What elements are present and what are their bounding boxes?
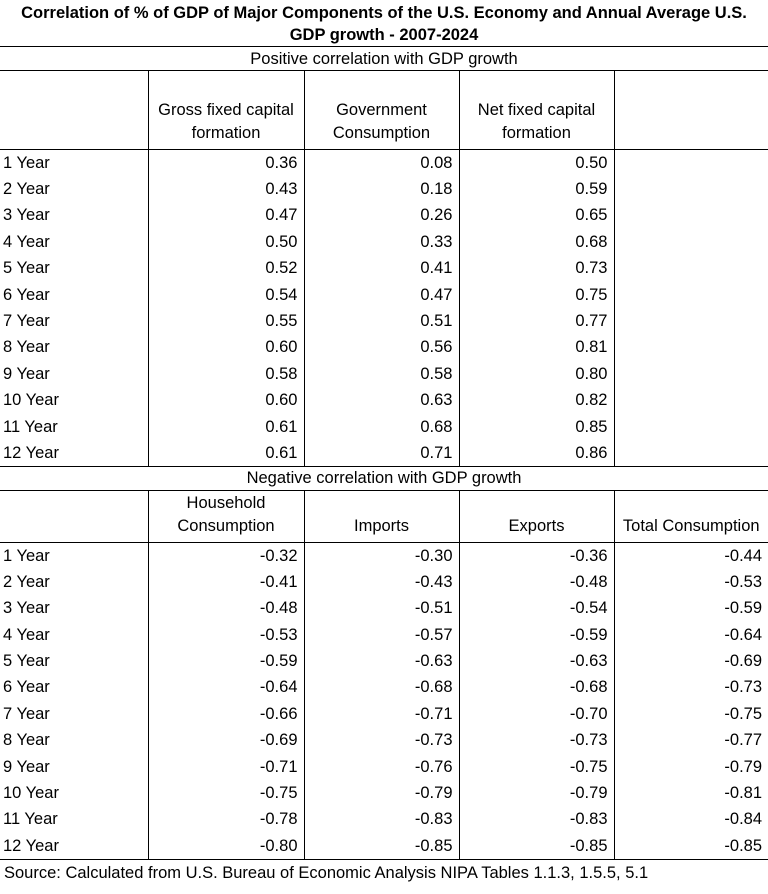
table-cell: -0.71 xyxy=(148,753,304,779)
table-row xyxy=(0,569,768,595)
table-cell: -0.69 xyxy=(614,648,768,674)
negative-section-row xyxy=(0,466,768,490)
table-cell: -0.59 xyxy=(614,595,768,621)
table-row xyxy=(0,202,768,228)
table-cell: 0.18 xyxy=(304,176,459,202)
table-cell: -0.69 xyxy=(148,727,304,753)
positive-section-label: Positive correlation with GDP growth xyxy=(0,47,768,71)
negative-header-row xyxy=(0,490,768,542)
table-cell: -0.32 xyxy=(148,542,304,568)
row-label: 5 Year xyxy=(3,259,50,278)
row-label: 1 Year xyxy=(3,546,50,565)
table-cell: 0.75 xyxy=(459,281,614,307)
row-label: 7 Year xyxy=(3,312,50,331)
row-label: 9 Year xyxy=(3,364,50,383)
table-cell: -0.80 xyxy=(148,832,304,858)
table-row xyxy=(0,176,768,202)
row-label: 11 Year xyxy=(3,417,58,436)
table-cell: -0.84 xyxy=(614,806,768,832)
table-cell xyxy=(614,202,768,228)
table-cell: 0.60 xyxy=(148,334,304,360)
row-label: 8 Year xyxy=(3,731,50,750)
row-label: 10 Year xyxy=(3,391,59,410)
table-cell: -0.83 xyxy=(304,806,459,832)
table-cell: 0.82 xyxy=(459,387,614,413)
table-cell: -0.63 xyxy=(304,648,459,674)
table-cell: -0.64 xyxy=(614,621,768,647)
table-cell xyxy=(614,150,768,176)
table-cell: -0.79 xyxy=(614,753,768,779)
table-cell xyxy=(614,281,768,307)
table-cell: -0.66 xyxy=(148,701,304,727)
table-cell: -0.68 xyxy=(459,674,614,700)
positive-column-header: Government Consumption xyxy=(304,71,459,150)
negative-header-corner xyxy=(0,490,148,542)
table-row xyxy=(0,308,768,334)
table-cell: -0.85 xyxy=(614,832,768,858)
table-cell: -0.30 xyxy=(304,542,459,568)
table-cell: 0.54 xyxy=(148,281,304,307)
table-row xyxy=(0,701,768,727)
table-cell: 0.59 xyxy=(459,176,614,202)
table-row xyxy=(0,361,768,387)
table-row xyxy=(0,281,768,307)
table-cell: 0.68 xyxy=(459,229,614,255)
positive-header-corner xyxy=(0,71,148,150)
table-cell: -0.79 xyxy=(459,780,614,806)
table-row xyxy=(0,440,768,466)
table-cell: -0.75 xyxy=(459,753,614,779)
table-cell: 0.43 xyxy=(148,176,304,202)
table-cell: 0.33 xyxy=(304,229,459,255)
table-row xyxy=(0,621,768,647)
table-cell: -0.54 xyxy=(459,595,614,621)
row-label: 6 Year xyxy=(3,285,50,304)
positive-column-header: Net fixed capital formation xyxy=(459,71,614,150)
negative-column-header: Household Consumption xyxy=(148,490,304,542)
table-row xyxy=(0,806,768,832)
row-label: 9 Year xyxy=(3,757,50,776)
table-cell: -0.81 xyxy=(614,780,768,806)
table-cell: 0.86 xyxy=(459,440,614,466)
table-cell: -0.57 xyxy=(304,621,459,647)
table-cell: 0.80 xyxy=(459,361,614,387)
table-row xyxy=(0,150,768,176)
table-cell: -0.79 xyxy=(304,780,459,806)
table-cell: 0.71 xyxy=(304,440,459,466)
table-cell: 0.61 xyxy=(148,440,304,466)
table-cell xyxy=(614,440,768,466)
row-label: 10 Year xyxy=(3,783,59,802)
table-cell: 0.58 xyxy=(148,361,304,387)
table-cell: -0.48 xyxy=(148,595,304,621)
row-label: 11 Year xyxy=(3,810,58,829)
table-cell: -0.48 xyxy=(459,569,614,595)
source-note: Source: Calculated from U.S. Bureau of Economic Analysis NIPA Tables 1.1.3, 1.5.5, 5.1 xyxy=(0,859,768,884)
table-cell: 0.26 xyxy=(304,202,459,228)
row-label: 12 Year xyxy=(3,836,59,855)
table-row xyxy=(0,334,768,360)
table-row xyxy=(0,413,768,439)
row-label: 3 Year xyxy=(3,599,50,618)
table-cell: 0.50 xyxy=(148,229,304,255)
positive-header-row xyxy=(0,71,768,150)
table-cell xyxy=(614,361,768,387)
table-cell: 0.52 xyxy=(148,255,304,281)
table-cell: 0.58 xyxy=(304,361,459,387)
row-label: 4 Year xyxy=(3,232,50,251)
table-row xyxy=(0,255,768,281)
table-cell xyxy=(614,413,768,439)
table-cell: 0.41 xyxy=(304,255,459,281)
table-cell xyxy=(614,229,768,255)
row-label: 12 Year xyxy=(3,443,59,462)
table-cell: 0.85 xyxy=(459,413,614,439)
table-row xyxy=(0,542,768,568)
row-label: 4 Year xyxy=(3,625,50,644)
table-cell: 0.55 xyxy=(148,308,304,334)
table-cell: 0.50 xyxy=(459,150,614,176)
table-row xyxy=(0,832,768,858)
table-cell: -0.70 xyxy=(459,701,614,727)
table-cell: -0.64 xyxy=(148,674,304,700)
table-cell xyxy=(614,308,768,334)
table-row xyxy=(0,595,768,621)
negative-column-header: Exports xyxy=(459,490,614,542)
table-cell xyxy=(614,387,768,413)
table-cell: 0.77 xyxy=(459,308,614,334)
correlation-table xyxy=(0,46,768,859)
table-cell: -0.75 xyxy=(148,780,304,806)
table-cell: 0.73 xyxy=(459,255,614,281)
table-cell: -0.53 xyxy=(614,569,768,595)
table-row xyxy=(0,387,768,413)
row-label: 6 Year xyxy=(3,678,50,697)
table-cell: -0.73 xyxy=(459,727,614,753)
positive-section-row xyxy=(0,47,768,71)
table-row xyxy=(0,753,768,779)
table-cell xyxy=(614,255,768,281)
table-cell: 0.56 xyxy=(304,334,459,360)
table-cell: -0.68 xyxy=(304,674,459,700)
table-cell: -0.36 xyxy=(459,542,614,568)
table-cell: -0.73 xyxy=(614,674,768,700)
table-cell: -0.77 xyxy=(614,727,768,753)
table-row xyxy=(0,727,768,753)
table-cell: -0.44 xyxy=(614,542,768,568)
negative-column-header: Total Consumption xyxy=(614,490,768,542)
table-cell: 0.60 xyxy=(148,387,304,413)
table-row xyxy=(0,229,768,255)
negative-section-label: Negative correlation with GDP growth xyxy=(0,466,768,490)
row-label: 2 Year xyxy=(3,180,50,199)
table-cell: -0.41 xyxy=(148,569,304,595)
table-cell xyxy=(614,176,768,202)
table-cell: 0.36 xyxy=(148,150,304,176)
table-row xyxy=(0,674,768,700)
table-cell: 0.47 xyxy=(304,281,459,307)
table-row xyxy=(0,780,768,806)
table-cell: -0.43 xyxy=(304,569,459,595)
table-cell: 0.47 xyxy=(148,202,304,228)
table-cell xyxy=(614,334,768,360)
table-cell: 0.81 xyxy=(459,334,614,360)
table-cell: -0.59 xyxy=(459,621,614,647)
table-cell: -0.53 xyxy=(148,621,304,647)
table-cell: 0.63 xyxy=(304,387,459,413)
table-cell: -0.59 xyxy=(148,648,304,674)
row-label: 3 Year xyxy=(3,206,50,225)
table-row xyxy=(0,648,768,674)
row-label: 8 Year xyxy=(3,338,50,357)
table-cell: 0.08 xyxy=(304,150,459,176)
row-label: 5 Year xyxy=(3,651,50,670)
table-cell: -0.83 xyxy=(459,806,614,832)
negative-column-header: Imports xyxy=(304,490,459,542)
positive-column-header: Gross fixed capital formation xyxy=(148,71,304,150)
table-cell: -0.85 xyxy=(459,832,614,858)
table-cell: -0.51 xyxy=(304,595,459,621)
table-cell: 0.68 xyxy=(304,413,459,439)
row-label: 1 Year xyxy=(3,153,50,172)
positive-column-header xyxy=(614,71,768,150)
table-cell: 0.61 xyxy=(148,413,304,439)
table-cell: -0.85 xyxy=(304,832,459,858)
table-cell: 0.51 xyxy=(304,308,459,334)
table-cell: -0.71 xyxy=(304,701,459,727)
row-label: 2 Year xyxy=(3,572,50,591)
table-cell: 0.65 xyxy=(459,202,614,228)
table-title: Correlation of % of GDP of Major Components of the U.S. Economy and Annual Average U.S. GDP growth - 2007-2024 xyxy=(21,4,747,44)
table-cell: -0.78 xyxy=(148,806,304,832)
table-cell: -0.75 xyxy=(614,701,768,727)
row-label: 7 Year xyxy=(3,704,50,723)
table-cell: -0.76 xyxy=(304,753,459,779)
table-cell: -0.63 xyxy=(459,648,614,674)
table-cell: -0.73 xyxy=(304,727,459,753)
